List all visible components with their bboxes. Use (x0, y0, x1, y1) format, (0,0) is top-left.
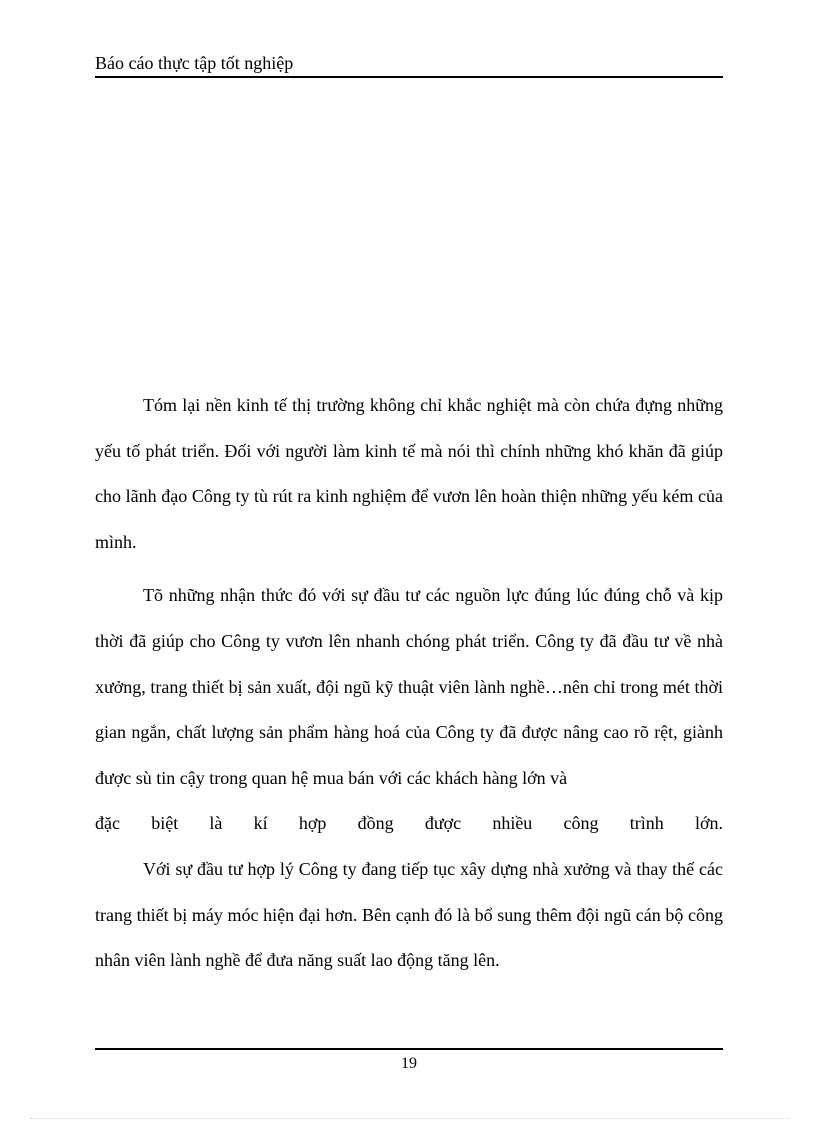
footer-rule (95, 1048, 723, 1050)
header-title: Báo cáo thực tập tốt nghiệp (95, 53, 294, 73)
page-number: 19 (401, 1055, 417, 1072)
paragraph-2 (95, 573, 723, 847)
paragraph-2-main: Tõ những nhận thức đó với sự đầu tư các nguồn lực đúng lúc đúng chỗ và kịp thời đã giúp cho Công ty vươn lên nhanh chóng phát triển. Công ty đã đầu tư về nhà xưởng, trang thiết bị sản xuất, đội ngũ kỹ thuật viên lành nghề…nên chỉ trong mét thời gian ngắn, chất lượng sản phẩm hàng hoá của Công ty đã được nâng cao rõ rệt, giành được sù tin cậy trong quan hệ mua bán với các khách hàng lớn và (95, 585, 723, 788)
paragraph-2-last-line: đặc biệt là kí hợp đồng được nhiều công trình lớn. (95, 813, 723, 834)
paragraph-3: Với sự đầu tư hợp lý Công ty đang tiếp tục xây dựng nhà xưởng và thay thế các trang thiết bị máy móc hiện đại hơn. Bên cạnh đó là bổ sung thêm đội ngũ cán bộ công nhân viên lành nghề để đưa năng suất lao động tăng lên. (95, 858, 723, 971)
page-edge-divider (30, 1118, 790, 1119)
page-header (95, 52, 723, 78)
body-text (95, 383, 723, 984)
paragraph-1: Tóm lại nền kinh tế thị trường không chỉ khắc nghiệt mà còn chứa đựng những yếu tố phát triển. Đối với người làm kinh tế mà nói thì chính những khó khăn đã giúp cho lãnh đạo Công ty tù rút ra kinh nghiệm để vươn lên hoàn thiện những yếu kém của mình. (95, 395, 723, 552)
